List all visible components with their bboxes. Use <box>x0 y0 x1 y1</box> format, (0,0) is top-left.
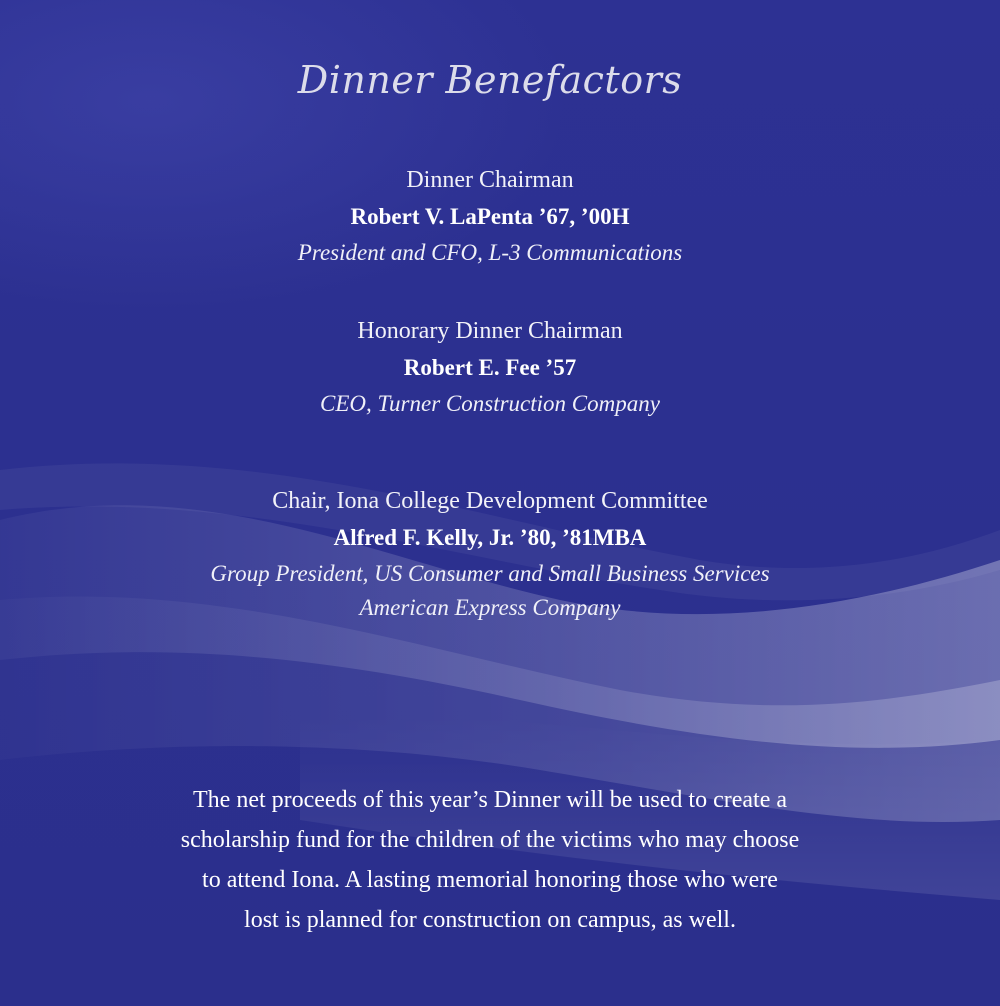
benefactor-affiliation: Group President, US Consumer and Small Business Services <box>210 561 770 586</box>
benefactor-role: Chair, Iona College Development Committee <box>272 488 708 514</box>
proceeds-note <box>130 780 850 940</box>
benefactor-role: Dinner Chairman <box>406 167 574 193</box>
benefactor-dinner-chairman <box>0 162 980 270</box>
note-line: to attend Iona. A lasting memorial honoring those who were <box>202 867 778 893</box>
note-line: lost is planned for construction on campus, as well. <box>244 907 736 933</box>
benefactor-honorary-dinner-chairman <box>0 313 980 421</box>
benefactor-affiliation: President and CFO, L-3 Communications <box>297 240 683 265</box>
benefactor-role: Honorary Dinner Chairman <box>357 318 623 344</box>
benefactor-development-committee-chair <box>0 483 980 625</box>
note-line: The net proceeds of this year’s Dinner will be used to create a <box>193 787 787 813</box>
page-title: Dinner Benefactors <box>297 58 683 102</box>
benefactor-affiliation-line-2: American Express Company <box>359 595 621 620</box>
benefactor-name: Robert E. Fee ’57 <box>403 355 577 380</box>
benefactor-name: Robert V. LaPenta ’67, ’00H <box>350 204 630 229</box>
benefactor-name: Alfred F. Kelly, Jr. ’80, ’81MBA <box>333 525 647 550</box>
benefactor-affiliation: CEO, Turner Construction Company <box>320 391 660 416</box>
note-line: scholarship fund for the children of the victims who may choose <box>180 827 800 853</box>
